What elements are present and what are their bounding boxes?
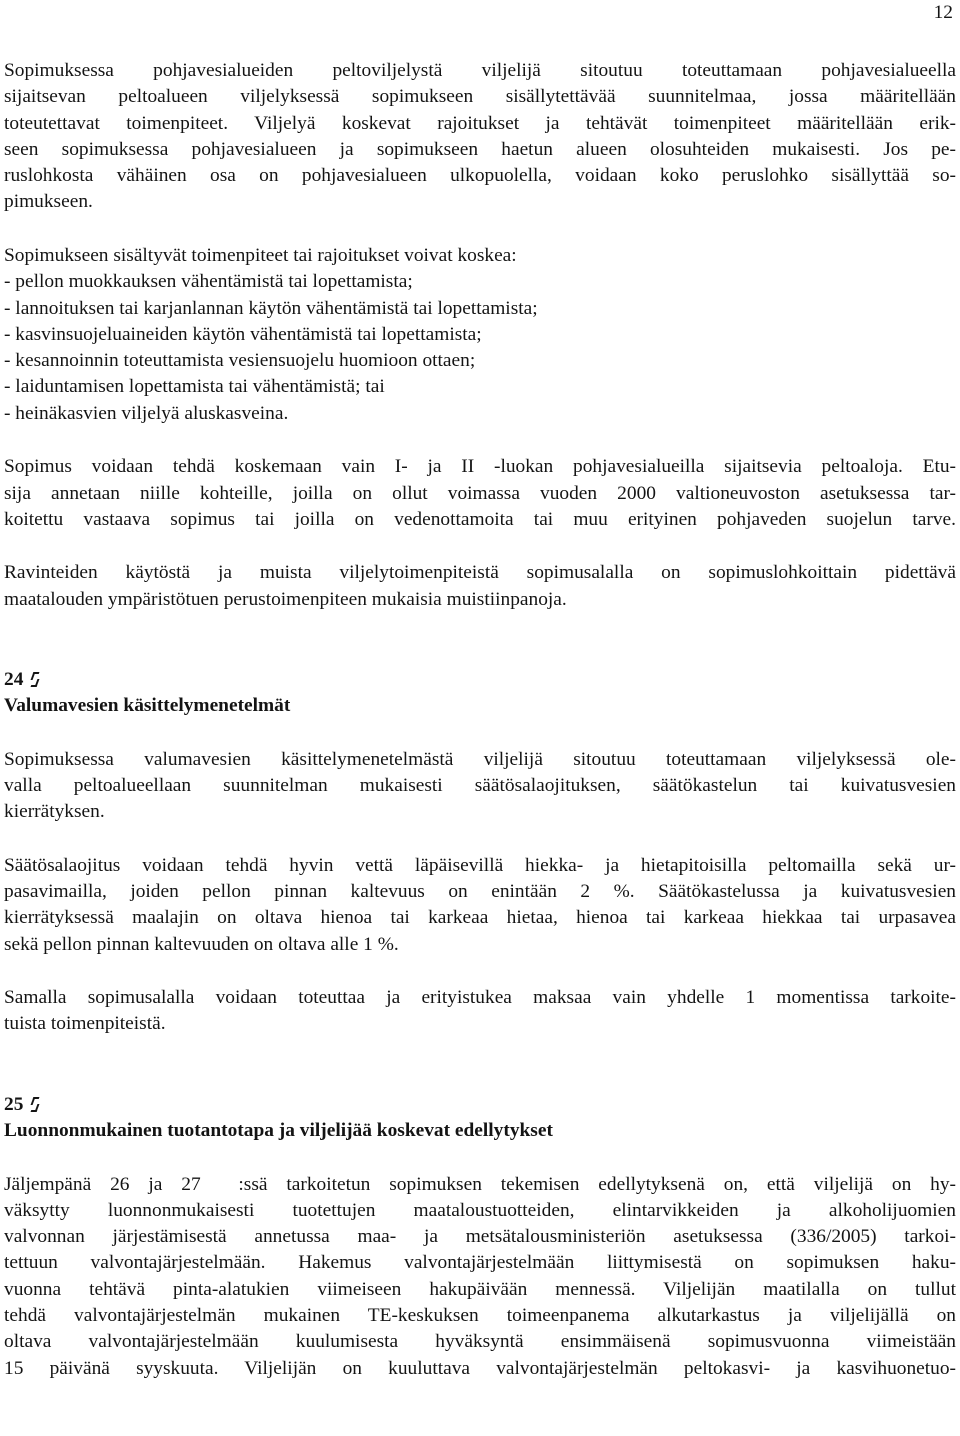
text-line: tettuun valvontajärjestelmään. Hakemus valvontajärjestelmään liittymisestä on sopimuksen haku-: [4, 1252, 956, 1274]
text-line: vuonna tehtävä pinta-alatukien viimeiseen hakupäivään mennessä. Viljelijän maatilalla on tullut: [4, 1278, 956, 1300]
text-line: tehdä valvontajärjestelmän mukainen TE-keskuksen toimeenpanema alkutarkastus ja viljelijällä on: [4, 1305, 956, 1326]
text-line: pasavimailla, joiden pellon pinnan kaltevuus on enintään 2 %. Säätökastelussa ja kuivatusvesien: [4, 881, 956, 903]
paragraph: [4, 747, 956, 826]
text-line: tuista toimenpiteistä.: [4, 1013, 166, 1035]
text-line: Sopimus voidaan tehdä koskemaan vain I- ja II -luokan pohjavesialueilla sijaitsevia peltoaloja. Etu-: [4, 456, 956, 478]
text-line: Ravinteiden käytöstä ja muista viljelytoimenpiteistä sopimusalalla on sopimuslohkoittain pidettävä: [4, 562, 956, 584]
paragraph: [4, 454, 956, 533]
text-line: sekä pellon pinnan kaltevuuden on oltava alle 1 %.: [4, 933, 399, 955]
section-title: Valumavesien käsittelymenetelmät: [4, 695, 291, 717]
section-number: 25: [4, 1092, 956, 1118]
text-line: Sopimuksessa pohjavesialueiden peltoviljelystä viljelijä sitoutuu toteuttamaan pohjavesialueella: [4, 60, 956, 81]
text-line: Samalla sopimusalalla voidaan toteuttaa ja erityistukea maksaa vain yhdelle 1 momentissa tarkoite-: [4, 987, 956, 1009]
text-line: Säätösalaojitus voidaan tehdä hyvin vettä läpäisevillä hiekka- ja hietapitoisilla peltomailla sekä ur-: [4, 854, 956, 876]
paragraph: [4, 1172, 956, 1382]
list-item: - laiduntamisen lopettamista tai vähentämistä; tai: [4, 376, 385, 398]
paragraph: [4, 560, 956, 613]
text-line: koitettu vastaava sopimus tai joilla on vedenottamoita tai muu erityinen pohjaveden suojelun tarve.: [4, 508, 956, 530]
document-body: [4, 58, 956, 1382]
section-sign-icon: [30, 670, 39, 688]
text-line: Jäljempänä 26 ja 27 :ssä tarkoitetun sopimuksen tekemisen edellytyksenä on, että viljelijä on hy-: [4, 1173, 956, 1195]
text-line: maatalouden ympäristötuen perustoimenpiteen mukaisia muistiinpanoja.: [4, 588, 567, 610]
text-line: väksytty luonnonmukaisesti tuotettujen maataloustuotteiden, elintarvikkeiden ja alkoholijuomien: [4, 1199, 956, 1221]
list-paragraph: [4, 243, 956, 427]
section-sign-icon: [30, 1095, 39, 1113]
paragraph: [4, 853, 956, 958]
text-line: valvonnan järjestämisestä annetussa maa- ja metsätalousministeriön asetuksessa (336/2005) tarkoi-: [4, 1226, 956, 1248]
text-line: sijaitsevan peltoalueen viljelyksessä sopimukseen sisällytettävää suunnitelmaa, jossa määritellään: [4, 86, 956, 108]
list-intro: Sopimukseen sisältyvät toimenpiteet tai rajoitukset voivat koskea:: [4, 244, 517, 266]
section-24: [4, 667, 956, 1038]
text-line: oltava valvontajärjestelmään kuulumisesta hyväksyntä ensimmäisenä sopimusvuonna viimeistään: [4, 1331, 956, 1353]
text-line: sija annetaan niille kohteille, joilla on ollut voimassa vuoden 2000 valtioneuvoston asetuksessa tar-: [4, 482, 956, 504]
text-line: kierrätyksessä maalajin on oltava hienoa tai karkeaa hietaa, hienoa tai karkeaa hiekkaa tai urpasavea: [4, 907, 956, 929]
text-line: valla peltoalueellaan suunnitelman mukaisesti säätösalaojituksen, säätökastelun tai kuivatusvesien: [4, 774, 956, 796]
list-item: - kesannoinnin toteuttamista vesiensuojelu huomioon ottaen;: [4, 350, 476, 372]
text-line: seen sopimuksessa pohjavesialueen ja sopimukseen haetun alueen olosuhteiden mukaisesti. Jos pe-: [4, 138, 956, 160]
text-line: toteutettavat toimenpiteet. Viljelyä koskevat rajoitukset ja tehtävät toimenpiteet määritellään erik-: [4, 112, 956, 134]
page-number: 12: [933, 2, 953, 23]
list-item: - pellon muokkauksen vähentämistä tai lopettamista;: [4, 271, 413, 293]
list-item: - kasvinsuojeluaineiden käytön vähentämistä tai lopettamista;: [4, 323, 482, 345]
list-item: - lannoituksen tai karjanlannan käytön vähentämistä tai lopettamista;: [4, 297, 538, 319]
text-line: Sopimuksessa valumavesien käsittelymenetelmästä viljelijä sitoutuu toteuttamaan viljelyksessä ole-: [4, 748, 956, 770]
list-item: - heinäkasvien viljelyä aluskasveina.: [4, 402, 289, 424]
section-title: Luonnonmukainen tuotantotapa ja viljelijää koskevat edellytykset: [4, 1120, 553, 1142]
text-line: kierrätyksen.: [4, 801, 105, 823]
text-line: pimukseen.: [4, 191, 93, 213]
text-line: 15 päivänä syyskuuta. Viljelijän on kuuluttava valvontajärjestelmän peltokasvi- ja kasvihuonetuo-: [4, 1357, 956, 1379]
paragraph: [4, 58, 956, 216]
paragraph: [4, 985, 956, 1038]
text-line: ruslohkosta vähäinen osa on pohjavesialueen ulkopuolella, voidaan koko peruslohko sisällyttää so-: [4, 165, 956, 187]
section-number: 24: [4, 667, 956, 693]
section-25: [4, 1092, 956, 1382]
